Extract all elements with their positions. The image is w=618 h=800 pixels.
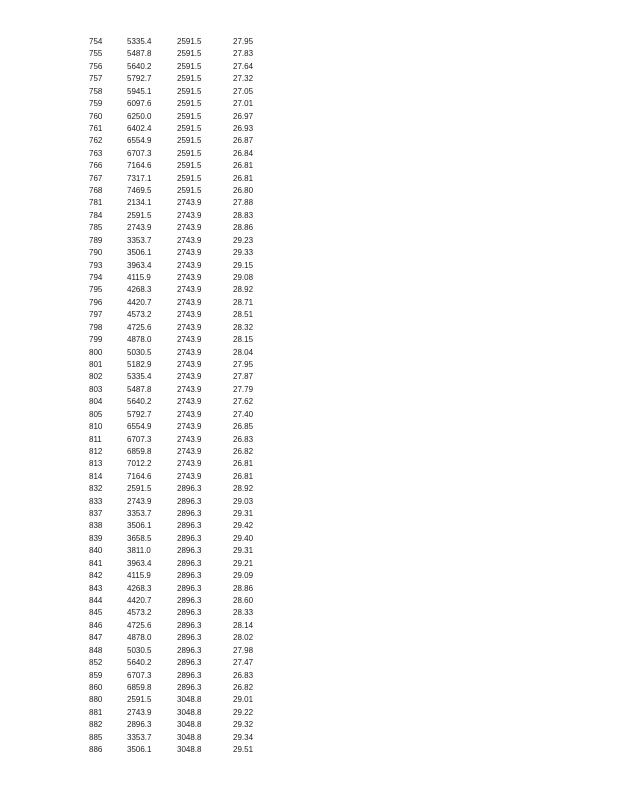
id-cell: 880 — [89, 695, 103, 705]
table-row — [0, 570, 618, 582]
y-value-cell: 2743.9 — [177, 409, 202, 419]
x-value-cell: 2591.5 — [127, 484, 152, 494]
id-cell: 784 — [89, 210, 103, 220]
table-row — [0, 48, 618, 60]
id-cell: 796 — [89, 297, 103, 307]
x-value-cell: 5640.2 — [127, 61, 152, 71]
y-value-cell: 2591.5 — [177, 148, 202, 158]
y-value-cell: 2743.9 — [177, 273, 202, 283]
y-value-cell: 2896.3 — [177, 620, 202, 630]
table-row — [0, 744, 618, 756]
id-cell: 839 — [89, 533, 103, 543]
x-value-cell: 4115.9 — [127, 273, 151, 283]
measurement-cell: 26.81 — [233, 173, 254, 183]
id-cell: 846 — [89, 620, 103, 630]
table-row — [0, 446, 618, 458]
measurement-cell: 26.85 — [233, 422, 254, 432]
id-cell: 844 — [89, 595, 103, 605]
x-value-cell: 5487.8 — [127, 49, 152, 59]
measurement-cell: 27.62 — [233, 397, 254, 407]
table-row — [0, 185, 618, 197]
measurement-cell: 28.51 — [233, 310, 254, 320]
table-row — [0, 197, 618, 209]
id-cell: 789 — [89, 235, 103, 245]
id-cell: 847 — [89, 633, 103, 643]
id-cell: 759 — [89, 99, 103, 109]
table-row — [0, 148, 618, 160]
measurement-cell: 28.32 — [233, 322, 254, 332]
id-cell: 797 — [89, 310, 103, 320]
table-row — [0, 409, 618, 421]
measurement-cell: 29.40 — [233, 533, 254, 543]
measurement-cell: 29.21 — [233, 558, 254, 568]
table-row — [0, 545, 618, 557]
table-row — [0, 396, 618, 408]
y-value-cell: 2591.5 — [177, 161, 202, 171]
measurement-cell: 26.83 — [233, 434, 254, 444]
measurement-cell: 29.23 — [233, 235, 254, 245]
measurement-cell: 27.83 — [233, 49, 254, 59]
y-value-cell: 2743.9 — [177, 235, 202, 245]
measurement-cell: 29.03 — [233, 496, 254, 506]
x-value-cell: 4420.7 — [127, 595, 152, 605]
id-cell: 813 — [89, 459, 103, 469]
x-value-cell: 7317.1 — [127, 173, 152, 183]
x-value-cell: 2591.5 — [127, 210, 152, 220]
table-row — [0, 86, 618, 98]
table-row — [0, 607, 618, 619]
table-row — [0, 98, 618, 110]
measurement-cell: 28.83 — [233, 210, 254, 220]
table-row — [0, 620, 618, 632]
measurement-cell: 27.87 — [233, 372, 254, 382]
y-value-cell: 2591.5 — [177, 99, 202, 109]
x-value-cell: 6859.8 — [127, 446, 152, 456]
id-cell: 848 — [89, 645, 103, 655]
y-value-cell: 2591.5 — [177, 186, 202, 196]
y-value-cell: 2743.9 — [177, 285, 202, 295]
x-value-cell: 6707.3 — [127, 148, 152, 158]
x-value-cell: 6554.9 — [127, 136, 152, 146]
table-row — [0, 682, 618, 694]
y-value-cell: 2743.9 — [177, 359, 202, 369]
x-value-cell: 6554.9 — [127, 422, 152, 432]
table-row — [0, 645, 618, 657]
table-row — [0, 558, 618, 570]
table-row — [0, 160, 618, 172]
y-value-cell: 2896.3 — [177, 595, 202, 605]
table-row — [0, 359, 618, 371]
y-value-cell: 2591.5 — [177, 74, 202, 84]
x-value-cell: 5792.7 — [127, 74, 152, 84]
x-value-cell: 6402.4 — [127, 123, 152, 133]
table-row — [0, 235, 618, 247]
table-row — [0, 508, 618, 520]
measurement-cell: 27.05 — [233, 86, 254, 96]
id-cell: 840 — [89, 546, 103, 556]
x-value-cell: 3353.7 — [127, 509, 152, 519]
measurement-cell: 28.92 — [233, 285, 254, 295]
y-value-cell: 3048.8 — [177, 720, 202, 730]
measurement-cell: 28.86 — [233, 583, 254, 593]
table-row — [0, 371, 618, 383]
x-value-cell: 5945.1 — [127, 86, 152, 96]
x-value-cell: 6707.3 — [127, 434, 152, 444]
x-value-cell: 3963.4 — [127, 260, 152, 270]
table-row — [0, 36, 618, 48]
measurement-cell: 29.32 — [233, 720, 254, 730]
table-row — [0, 694, 618, 706]
x-value-cell: 4725.6 — [127, 322, 152, 332]
id-cell: 832 — [89, 484, 103, 494]
table-row — [0, 247, 618, 259]
id-cell: 762 — [89, 136, 103, 146]
id-cell: 756 — [89, 61, 103, 71]
y-value-cell: 3048.8 — [177, 732, 202, 742]
x-value-cell: 4115.9 — [127, 571, 151, 581]
id-cell: 799 — [89, 335, 103, 345]
id-cell: 852 — [89, 658, 103, 668]
measurement-cell: 27.95 — [233, 37, 254, 46]
measurement-cell: 26.97 — [233, 111, 254, 121]
measurement-cell: 29.42 — [233, 521, 254, 531]
x-value-cell: 4268.3 — [127, 583, 152, 593]
measurement-cell: 28.04 — [233, 347, 254, 357]
measurement-cell: 26.80 — [233, 186, 254, 196]
y-value-cell: 2591.5 — [177, 123, 202, 133]
id-cell: 785 — [89, 223, 103, 233]
y-value-cell: 2743.9 — [177, 372, 202, 382]
y-value-cell: 2896.3 — [177, 658, 202, 668]
measurement-cell: 29.34 — [233, 732, 254, 742]
x-value-cell: 5640.2 — [127, 658, 152, 668]
id-cell: 757 — [89, 74, 103, 84]
measurement-cell: 29.33 — [233, 248, 254, 258]
measurement-cell: 26.81 — [233, 459, 254, 469]
measurement-cell: 27.47 — [233, 658, 254, 668]
measurement-cell: 28.33 — [233, 608, 254, 618]
y-value-cell: 2896.3 — [177, 583, 202, 593]
y-value-cell: 2743.9 — [177, 223, 202, 233]
y-value-cell: 2743.9 — [177, 347, 202, 357]
x-value-cell: 3506.1 — [127, 521, 152, 531]
id-cell: 833 — [89, 496, 103, 506]
y-value-cell: 2591.5 — [177, 111, 202, 121]
table-row — [0, 458, 618, 470]
y-value-cell: 2896.3 — [177, 558, 202, 568]
id-cell: 810 — [89, 422, 103, 432]
measurement-cell: 27.01 — [233, 99, 254, 109]
id-cell: 805 — [89, 409, 103, 419]
id-cell: 837 — [89, 509, 103, 519]
y-value-cell: 3048.8 — [177, 707, 202, 717]
y-value-cell: 2896.3 — [177, 533, 202, 543]
x-value-cell: 7164.6 — [127, 471, 152, 481]
id-cell: 812 — [89, 446, 103, 456]
measurement-cell: 28.60 — [233, 595, 254, 605]
x-value-cell: 3963.4 — [127, 558, 152, 568]
id-cell: 803 — [89, 384, 103, 394]
id-cell: 885 — [89, 732, 103, 742]
x-value-cell: 2134.1 — [127, 198, 152, 208]
y-value-cell: 2743.9 — [177, 384, 202, 394]
id-cell: 766 — [89, 161, 103, 171]
y-value-cell: 2743.9 — [177, 397, 202, 407]
x-value-cell: 5182.9 — [127, 359, 152, 369]
id-cell: 763 — [89, 148, 103, 158]
measurement-cell: 27.64 — [233, 61, 254, 71]
y-value-cell: 2591.5 — [177, 136, 202, 146]
data-table — [0, 36, 618, 756]
measurement-cell: 28.02 — [233, 633, 254, 643]
measurement-cell: 27.32 — [233, 74, 254, 84]
measurement-cell: 29.01 — [233, 695, 254, 705]
x-value-cell: 5640.2 — [127, 397, 152, 407]
x-value-cell: 6097.6 — [127, 99, 152, 109]
id-cell: 800 — [89, 347, 103, 357]
table-row — [0, 210, 618, 222]
measurement-cell: 27.98 — [233, 645, 254, 655]
measurement-cell: 26.84 — [233, 148, 254, 158]
id-cell: 886 — [89, 745, 103, 755]
measurement-cell: 26.82 — [233, 446, 254, 456]
id-cell: 761 — [89, 123, 103, 133]
table-row — [0, 496, 618, 508]
x-value-cell: 5335.4 — [127, 372, 152, 382]
id-cell: 842 — [89, 571, 103, 581]
table-row — [0, 272, 618, 284]
id-cell: 793 — [89, 260, 103, 270]
id-cell: 838 — [89, 521, 103, 531]
table-row — [0, 322, 618, 334]
id-cell: 802 — [89, 372, 103, 382]
id-cell: 859 — [89, 670, 103, 680]
measurement-cell: 26.87 — [233, 136, 254, 146]
measurement-cell: 29.08 — [233, 273, 254, 283]
x-value-cell: 3506.1 — [127, 248, 152, 258]
x-value-cell: 5030.5 — [127, 347, 152, 357]
measurement-cell: 26.82 — [233, 682, 254, 692]
measurement-cell: 29.51 — [233, 745, 254, 755]
y-value-cell: 2743.9 — [177, 422, 202, 432]
x-value-cell: 2896.3 — [127, 720, 152, 730]
x-value-cell: 4420.7 — [127, 297, 152, 307]
y-value-cell: 2743.9 — [177, 459, 202, 469]
y-value-cell: 2743.9 — [177, 198, 202, 208]
table-row — [0, 719, 618, 731]
measurement-cell: 29.15 — [233, 260, 254, 270]
y-value-cell: 2591.5 — [177, 173, 202, 183]
y-value-cell: 2591.5 — [177, 61, 202, 71]
x-value-cell: 2743.9 — [127, 223, 152, 233]
id-cell: 781 — [89, 198, 103, 208]
y-value-cell: 2591.5 — [177, 37, 202, 46]
table-row — [0, 421, 618, 433]
id-cell: 790 — [89, 248, 103, 258]
x-value-cell: 7012.2 — [127, 459, 152, 469]
x-value-cell: 6707.3 — [127, 670, 152, 680]
y-value-cell: 2896.3 — [177, 509, 202, 519]
table-row — [0, 533, 618, 545]
measurement-cell: 29.31 — [233, 546, 254, 556]
table-row — [0, 347, 618, 359]
x-value-cell: 3658.5 — [127, 533, 152, 543]
x-value-cell: 5487.8 — [127, 384, 152, 394]
table-row — [0, 583, 618, 595]
table-row — [0, 135, 618, 147]
table-row — [0, 732, 618, 744]
table-row — [0, 284, 618, 296]
table-row — [0, 173, 618, 185]
measurement-cell: 28.86 — [233, 223, 254, 233]
x-value-cell: 5030.5 — [127, 645, 152, 655]
x-value-cell: 7469.5 — [127, 186, 152, 196]
measurement-cell: 28.71 — [233, 297, 254, 307]
x-value-cell: 3353.7 — [127, 235, 152, 245]
table-row — [0, 595, 618, 607]
x-value-cell: 6250.0 — [127, 111, 152, 121]
table-row — [0, 632, 618, 644]
y-value-cell: 2896.3 — [177, 645, 202, 655]
y-value-cell: 2896.3 — [177, 571, 202, 581]
measurement-cell: 27.79 — [233, 384, 254, 394]
id-cell: 768 — [89, 186, 103, 196]
x-value-cell: 4878.0 — [127, 633, 152, 643]
x-value-cell: 2743.9 — [127, 707, 152, 717]
x-value-cell: 5335.4 — [127, 37, 152, 46]
id-cell: 811 — [89, 434, 102, 444]
x-value-cell: 4573.2 — [127, 608, 152, 618]
measurement-cell: 26.81 — [233, 471, 254, 481]
table-row — [0, 334, 618, 346]
id-cell: 845 — [89, 608, 103, 618]
x-value-cell: 4725.6 — [127, 620, 152, 630]
measurement-cell: 27.88 — [233, 198, 254, 208]
y-value-cell: 2743.9 — [177, 322, 202, 332]
measurement-cell: 29.22 — [233, 707, 254, 717]
y-value-cell: 3048.8 — [177, 745, 202, 755]
y-value-cell: 2896.3 — [177, 670, 202, 680]
x-value-cell: 3811.0 — [127, 546, 151, 556]
y-value-cell: 2896.3 — [177, 633, 202, 643]
y-value-cell: 2743.9 — [177, 471, 202, 481]
id-cell: 794 — [89, 273, 103, 283]
id-cell: 798 — [89, 322, 103, 332]
y-value-cell: 2896.3 — [177, 546, 202, 556]
y-value-cell: 2896.3 — [177, 682, 202, 692]
table-row — [0, 384, 618, 396]
table-row — [0, 520, 618, 532]
id-cell: 841 — [89, 558, 103, 568]
table-row — [0, 260, 618, 272]
table-row — [0, 434, 618, 446]
id-cell: 801 — [89, 359, 103, 369]
table-row — [0, 123, 618, 135]
x-value-cell: 7164.6 — [127, 161, 152, 171]
measurement-cell: 26.83 — [233, 670, 254, 680]
y-value-cell: 2743.9 — [177, 434, 202, 444]
id-cell: 860 — [89, 682, 103, 692]
y-value-cell: 2743.9 — [177, 210, 202, 220]
id-cell: 843 — [89, 583, 103, 593]
y-value-cell: 2896.3 — [177, 496, 202, 506]
id-cell: 755 — [89, 49, 103, 59]
id-cell: 804 — [89, 397, 103, 407]
measurement-cell: 29.09 — [233, 571, 254, 581]
y-value-cell: 2591.5 — [177, 49, 202, 59]
table-row — [0, 670, 618, 682]
measurement-cell: 28.15 — [233, 335, 254, 345]
id-cell: 814 — [89, 471, 103, 481]
measurement-cell: 26.93 — [233, 123, 254, 133]
x-value-cell: 3353.7 — [127, 732, 152, 742]
x-value-cell: 3506.1 — [127, 745, 152, 755]
table-row — [0, 222, 618, 234]
y-value-cell: 2896.3 — [177, 521, 202, 531]
y-value-cell: 2743.9 — [177, 310, 202, 320]
measurement-cell: 26.81 — [233, 161, 254, 171]
x-value-cell: 4878.0 — [127, 335, 152, 345]
id-cell: 758 — [89, 86, 103, 96]
y-value-cell: 3048.8 — [177, 695, 202, 705]
table-row — [0, 111, 618, 123]
y-value-cell: 2591.5 — [177, 86, 202, 96]
id-cell: 754 — [89, 37, 103, 46]
id-cell: 882 — [89, 720, 103, 730]
table-row — [0, 309, 618, 321]
y-value-cell: 2743.9 — [177, 248, 202, 258]
x-value-cell: 2591.5 — [127, 695, 152, 705]
id-cell: 760 — [89, 111, 103, 121]
table-row — [0, 73, 618, 85]
y-value-cell: 2743.9 — [177, 335, 202, 345]
y-value-cell: 2896.3 — [177, 608, 202, 618]
table-row — [0, 707, 618, 719]
table-row — [0, 471, 618, 483]
x-value-cell: 2743.9 — [127, 496, 152, 506]
id-cell: 881 — [89, 707, 103, 717]
measurement-cell: 27.40 — [233, 409, 254, 419]
y-value-cell: 2896.3 — [177, 484, 202, 494]
id-cell: 795 — [89, 285, 103, 295]
x-value-cell: 5792.7 — [127, 409, 152, 419]
x-value-cell: 6859.8 — [127, 682, 152, 692]
table-row — [0, 657, 618, 669]
y-value-cell: 2743.9 — [177, 260, 202, 270]
measurement-cell: 28.92 — [233, 484, 254, 494]
table-row — [0, 61, 618, 73]
measurement-cell: 29.31 — [233, 509, 254, 519]
y-value-cell: 2743.9 — [177, 446, 202, 456]
table-row — [0, 297, 618, 309]
measurement-cell: 27.95 — [233, 359, 254, 369]
table-row — [0, 483, 618, 495]
x-value-cell: 4573.2 — [127, 310, 152, 320]
measurement-cell: 28.14 — [233, 620, 254, 630]
x-value-cell: 4268.3 — [127, 285, 152, 295]
id-cell: 767 — [89, 173, 103, 183]
y-value-cell: 2743.9 — [177, 297, 202, 307]
